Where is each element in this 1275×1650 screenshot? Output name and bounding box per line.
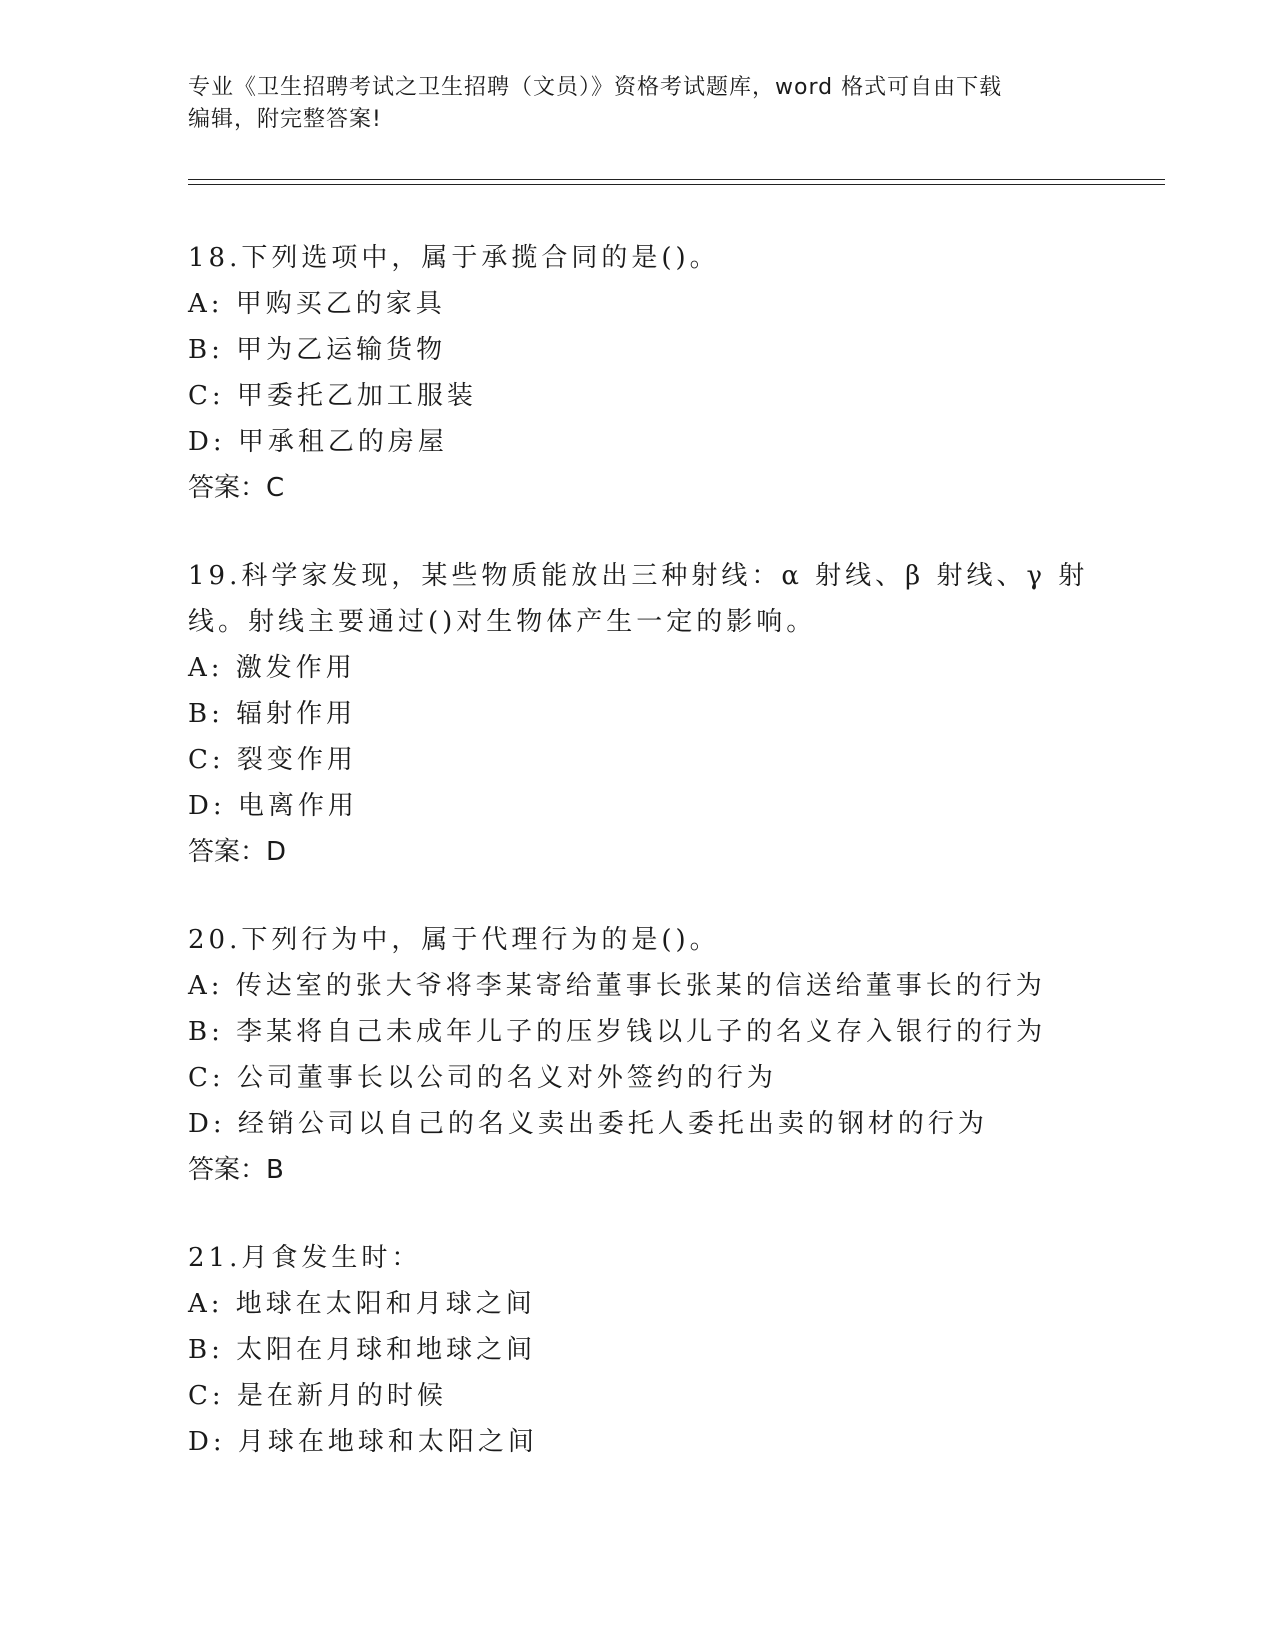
- option-a: A: 地球在太阳和月球之间: [188, 1289, 536, 1319]
- option-d: D: 甲承租乙的房屋: [188, 427, 448, 457]
- question-stem: 21.月食发生时：: [188, 1243, 422, 1273]
- option-d: D: 月球在地球和太阳之间: [188, 1427, 538, 1457]
- header-line-2: 编辑，附完整答案!: [188, 107, 382, 132]
- header-divider-top: [188, 179, 1165, 180]
- option-b: B: 李某将自己未成年儿子的压岁钱以儿子的名义存入银行的行为: [188, 1017, 1047, 1047]
- option-b: B: 甲为乙运输货物: [188, 335, 447, 365]
- option-d: D: 电离作用: [188, 791, 358, 821]
- answer-value: B: [266, 1155, 284, 1185]
- option-a: A: 激发作用: [188, 653, 356, 683]
- option-b: B: 太阳在月球和地球之间: [188, 1335, 537, 1365]
- header-divider-bottom: [188, 184, 1165, 185]
- option-d: D: 经销公司以自己的名义卖出委托人委托出卖的钢材的行为: [188, 1109, 988, 1139]
- answer-line: [188, 1147, 1088, 1193]
- answer-label: 答案：: [188, 473, 267, 503]
- option-b: B: 辐射作用: [188, 699, 357, 729]
- document-header: [188, 72, 1088, 136]
- question-stem: 20.下列行为中，属于代理行为的是()。: [188, 925, 720, 955]
- question-stem: 18.下列选项中，属于承揽合同的是()。: [188, 243, 720, 273]
- question-20: [188, 917, 1088, 1193]
- option-a: A: 甲购买乙的家具: [188, 289, 446, 319]
- option-a: A: 传达室的张大爷将李某寄给董事长张某的信送给董事长的行为: [188, 971, 1046, 1001]
- option-c: C: 是在新月的时候: [188, 1381, 447, 1411]
- option-c: C: 裂变作用: [188, 745, 357, 775]
- question-18: [188, 235, 1088, 511]
- option-c: C: 公司董事长以公司的名义对外签约的行为: [188, 1063, 777, 1093]
- header-line-1: 专业《卫生招聘考试之卫生招聘（文员）》资格考试题库，word 格式可自由下载: [188, 75, 1003, 100]
- answer-value: D: [266, 837, 287, 867]
- question-stem: 19.科学家发现，某些物质能放出三种射线：α 射线、β 射线、γ 射: [188, 561, 1089, 591]
- answer-value: C: [266, 473, 285, 503]
- answer-line: [188, 465, 1088, 511]
- question-stem-continued: 线。射线主要通过()对生物体产生一定的影响。: [188, 607, 817, 637]
- answer-label: 答案：: [188, 1155, 267, 1185]
- question-19: [188, 553, 1088, 875]
- answer-line: [188, 829, 1088, 875]
- question-21: [188, 1235, 1088, 1465]
- answer-label: 答案：: [188, 837, 267, 867]
- option-c: C: 甲委托乙加工服装: [188, 381, 477, 411]
- question-list: [188, 235, 1088, 1507]
